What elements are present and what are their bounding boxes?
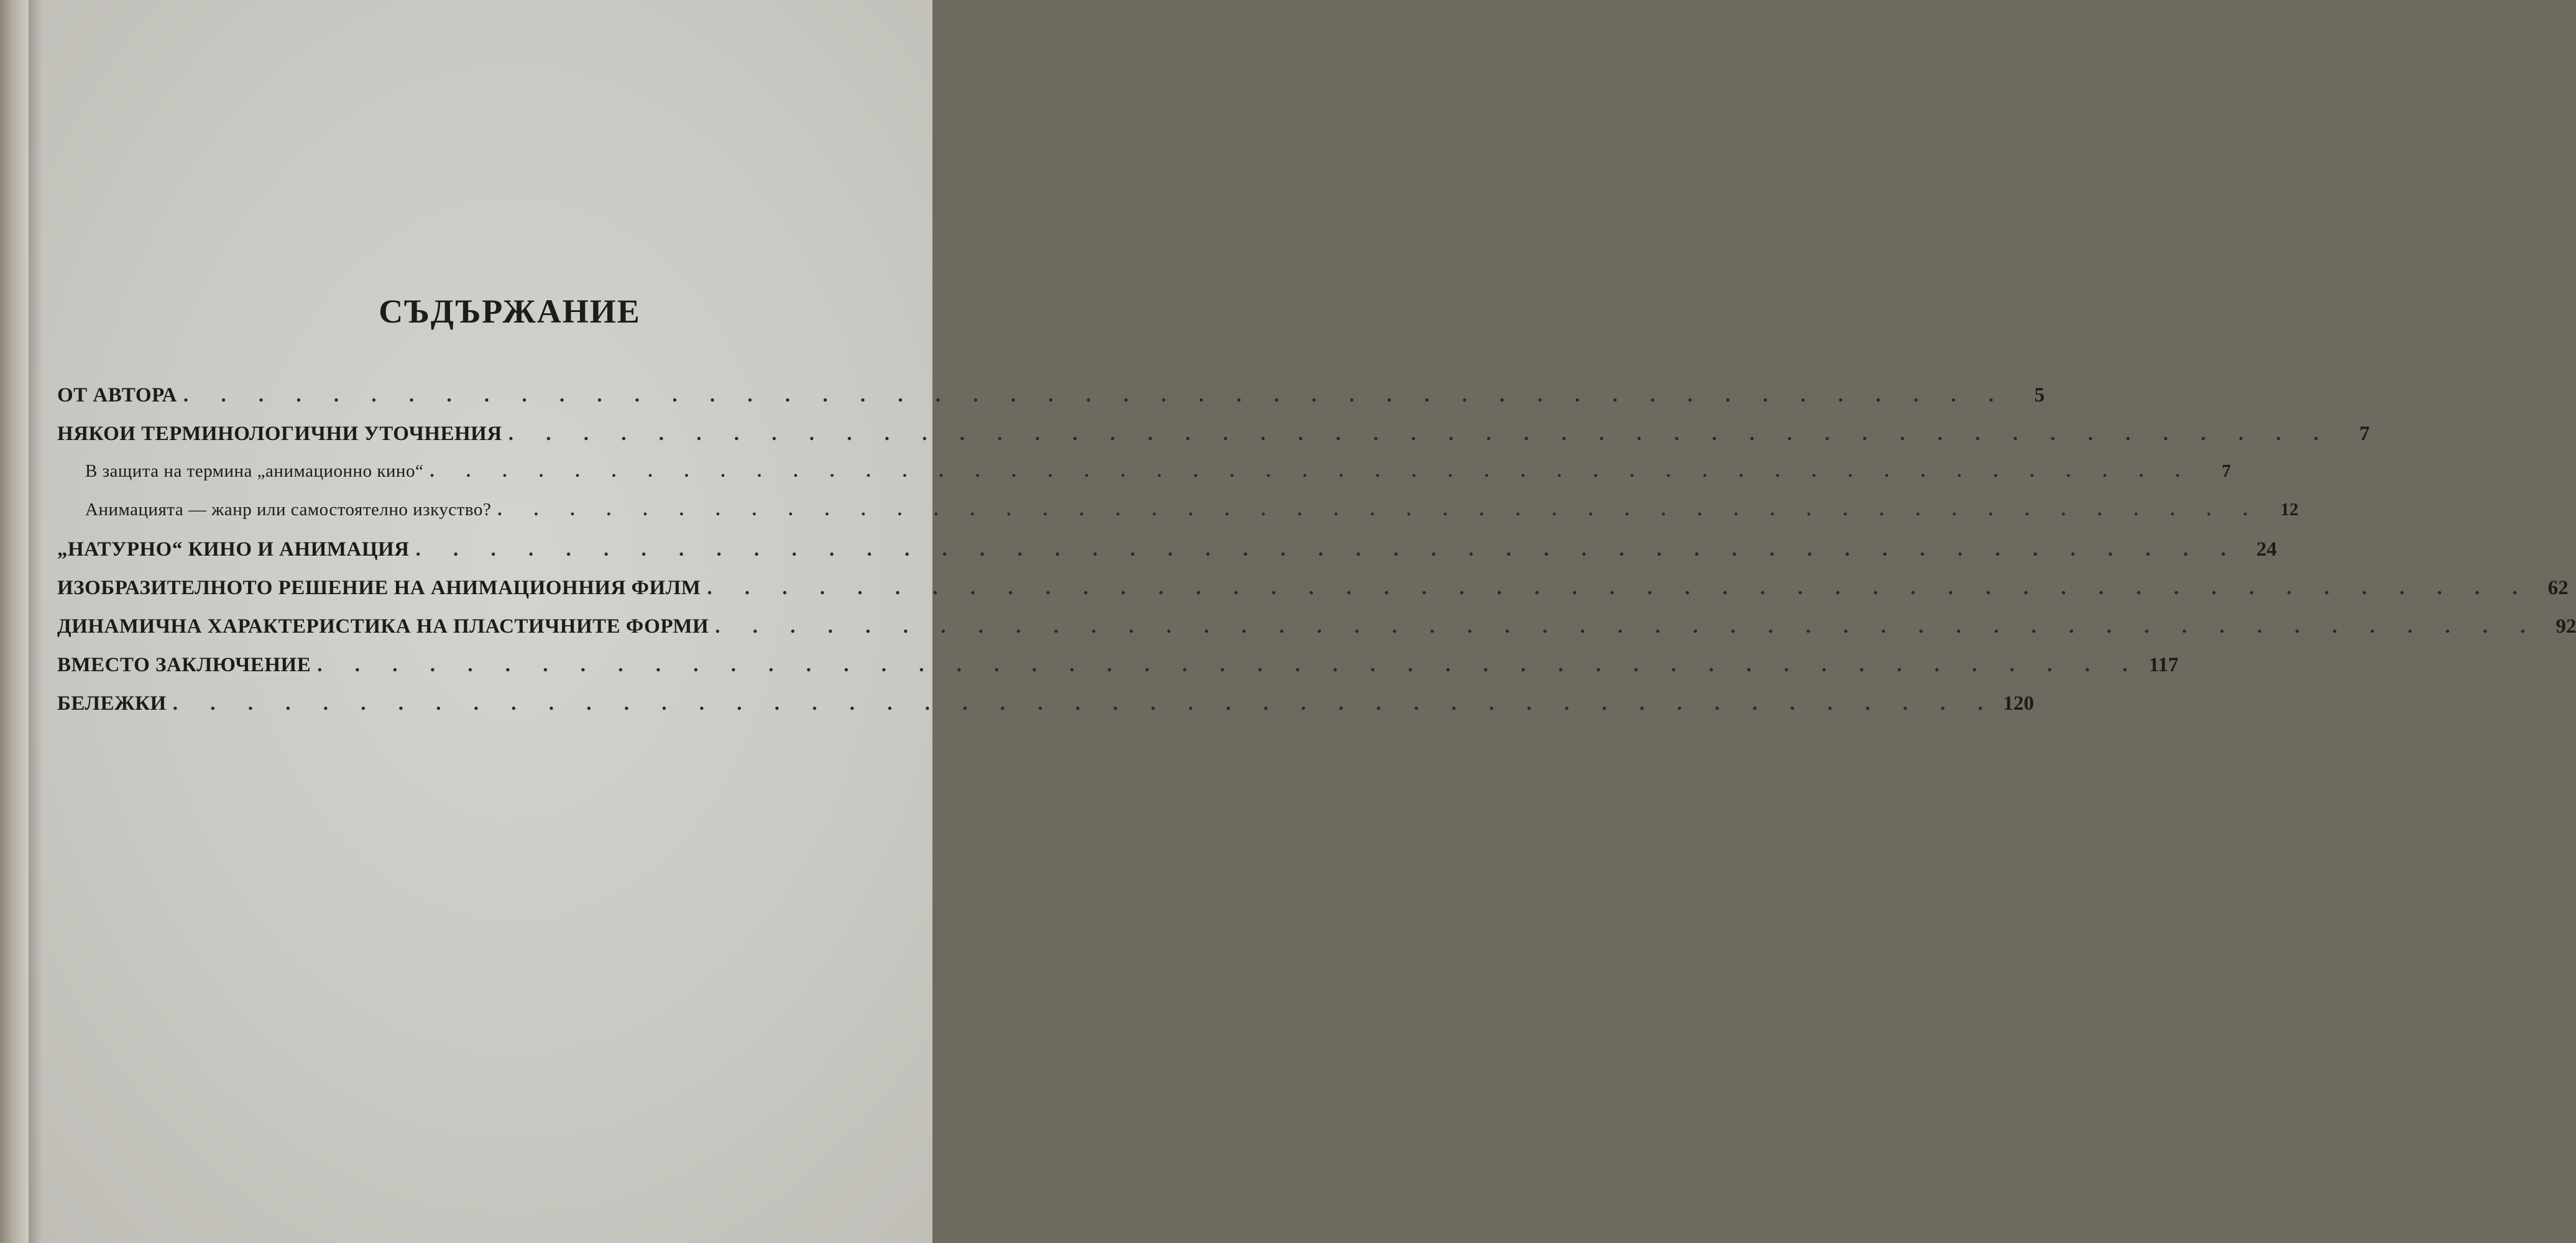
book-gutter xyxy=(0,0,29,1243)
toc-entry xyxy=(57,577,2569,615)
toc-entry-label: Анимацията — жанр или самостоятелно изкуство? xyxy=(85,500,492,520)
toc-entry-page: 7 xyxy=(2359,423,2370,445)
toc-entry-page: 24 xyxy=(2256,538,2277,561)
toc-entry-label: БЕЛЕЖКИ xyxy=(57,692,167,715)
leader-dots: . . . . . . . . . . . . . . . . . . . . . . . . . . . . . . . . . . . . . . . . . . . . . . . . . xyxy=(415,538,2240,561)
toc-entry-label: ДИНАМИЧНА ХАРАКТЕРИСТИКА НА ПЛАСТИЧНИТЕ ФОРМИ xyxy=(57,615,709,638)
toc-entry-page: 7 xyxy=(2222,461,2231,481)
page-title: СЪДЪРЖАНИЕ xyxy=(379,293,641,330)
leader-dots: . . . . . . . . . . . . . . . . . . . . . . . . . . . . . . . . . . . . . . . . . . . . . . . . . xyxy=(508,423,2332,445)
toc-entry xyxy=(57,384,2045,423)
toc-entry-label: В защита на термина „анимационно кино“ xyxy=(85,461,424,481)
toc-entry-label: „НАТУРНО“ КИНО И АНИМАЦИЯ xyxy=(57,538,410,561)
toc-entry xyxy=(57,692,2034,731)
leader-dots: . . . . . . . . . . . . . . . . . . . . . . . . . . . . . . . . . . . . . . . . . . . . . . . . . xyxy=(183,384,2008,406)
toc-entry-page: 92 xyxy=(2555,615,2576,638)
toc-entry-page: 117 xyxy=(2148,654,2179,676)
toc-entry-page: 62 xyxy=(2547,577,2569,599)
toc-entry-page: 120 xyxy=(2003,692,2034,715)
gutter-shadow xyxy=(29,0,42,1243)
toc-entry-label: ИЗОБРАЗИТЕЛНОТО РЕШЕНИЕ НА АНИМАЦИОННИЯ ФИЛМ xyxy=(57,577,701,599)
toc-entry xyxy=(57,538,2277,577)
leader-dots: . . . . . . . . . . . . . . . . . . . . . . . . . . . . . . . . . . . . . . . . . . . . . . . . . xyxy=(172,692,1997,715)
leader-dots: . . . . . . . . . . . . . . . . . . . . . . . . . . . . . . . . . . . . . . . . . . . . . . . . . xyxy=(497,500,2261,520)
toc-entry-label: ВМЕСТО ЗАКЛЮЧЕНИЕ xyxy=(57,654,311,676)
toc-entry-label: ОТ АВТОРА xyxy=(57,384,177,406)
toc-entry-page: 12 xyxy=(2280,500,2299,520)
table-of-contents xyxy=(57,384,2576,731)
leader-dots: . . . . . . . . . . . . . . . . . . . . . . . . . . . . . . . . . . . . . . . . . . . . . . . . . xyxy=(707,577,2531,599)
toc-entry xyxy=(57,615,2576,654)
leader-dots: . . . . . . . . . . . . . . . . . . . . . . . . . . . . . . . . . . . . . . . . . . . . . . . . . xyxy=(317,654,2141,676)
toc-subentry xyxy=(57,461,2231,500)
leader-dots: . . . . . . . . . . . . . . . . . . . . . . . . . . . . . . . . . . . . . . . . . . . . . . . . . xyxy=(430,461,2194,481)
toc-subentry xyxy=(57,500,2299,538)
toc-entry-label: НЯКОИ ТЕРМИНОЛОГИЧНИ УТОЧНЕНИЯ xyxy=(57,423,502,445)
toc-entry-page: 5 xyxy=(2034,384,2045,406)
toc-entry xyxy=(57,654,2179,692)
leader-dots: . . . . . . . . . . . . . . . . . . . . . . . . . . . . . . . . . . . . . . . . . . . . . . . . . xyxy=(715,615,2539,638)
toc-entry xyxy=(57,423,2370,461)
